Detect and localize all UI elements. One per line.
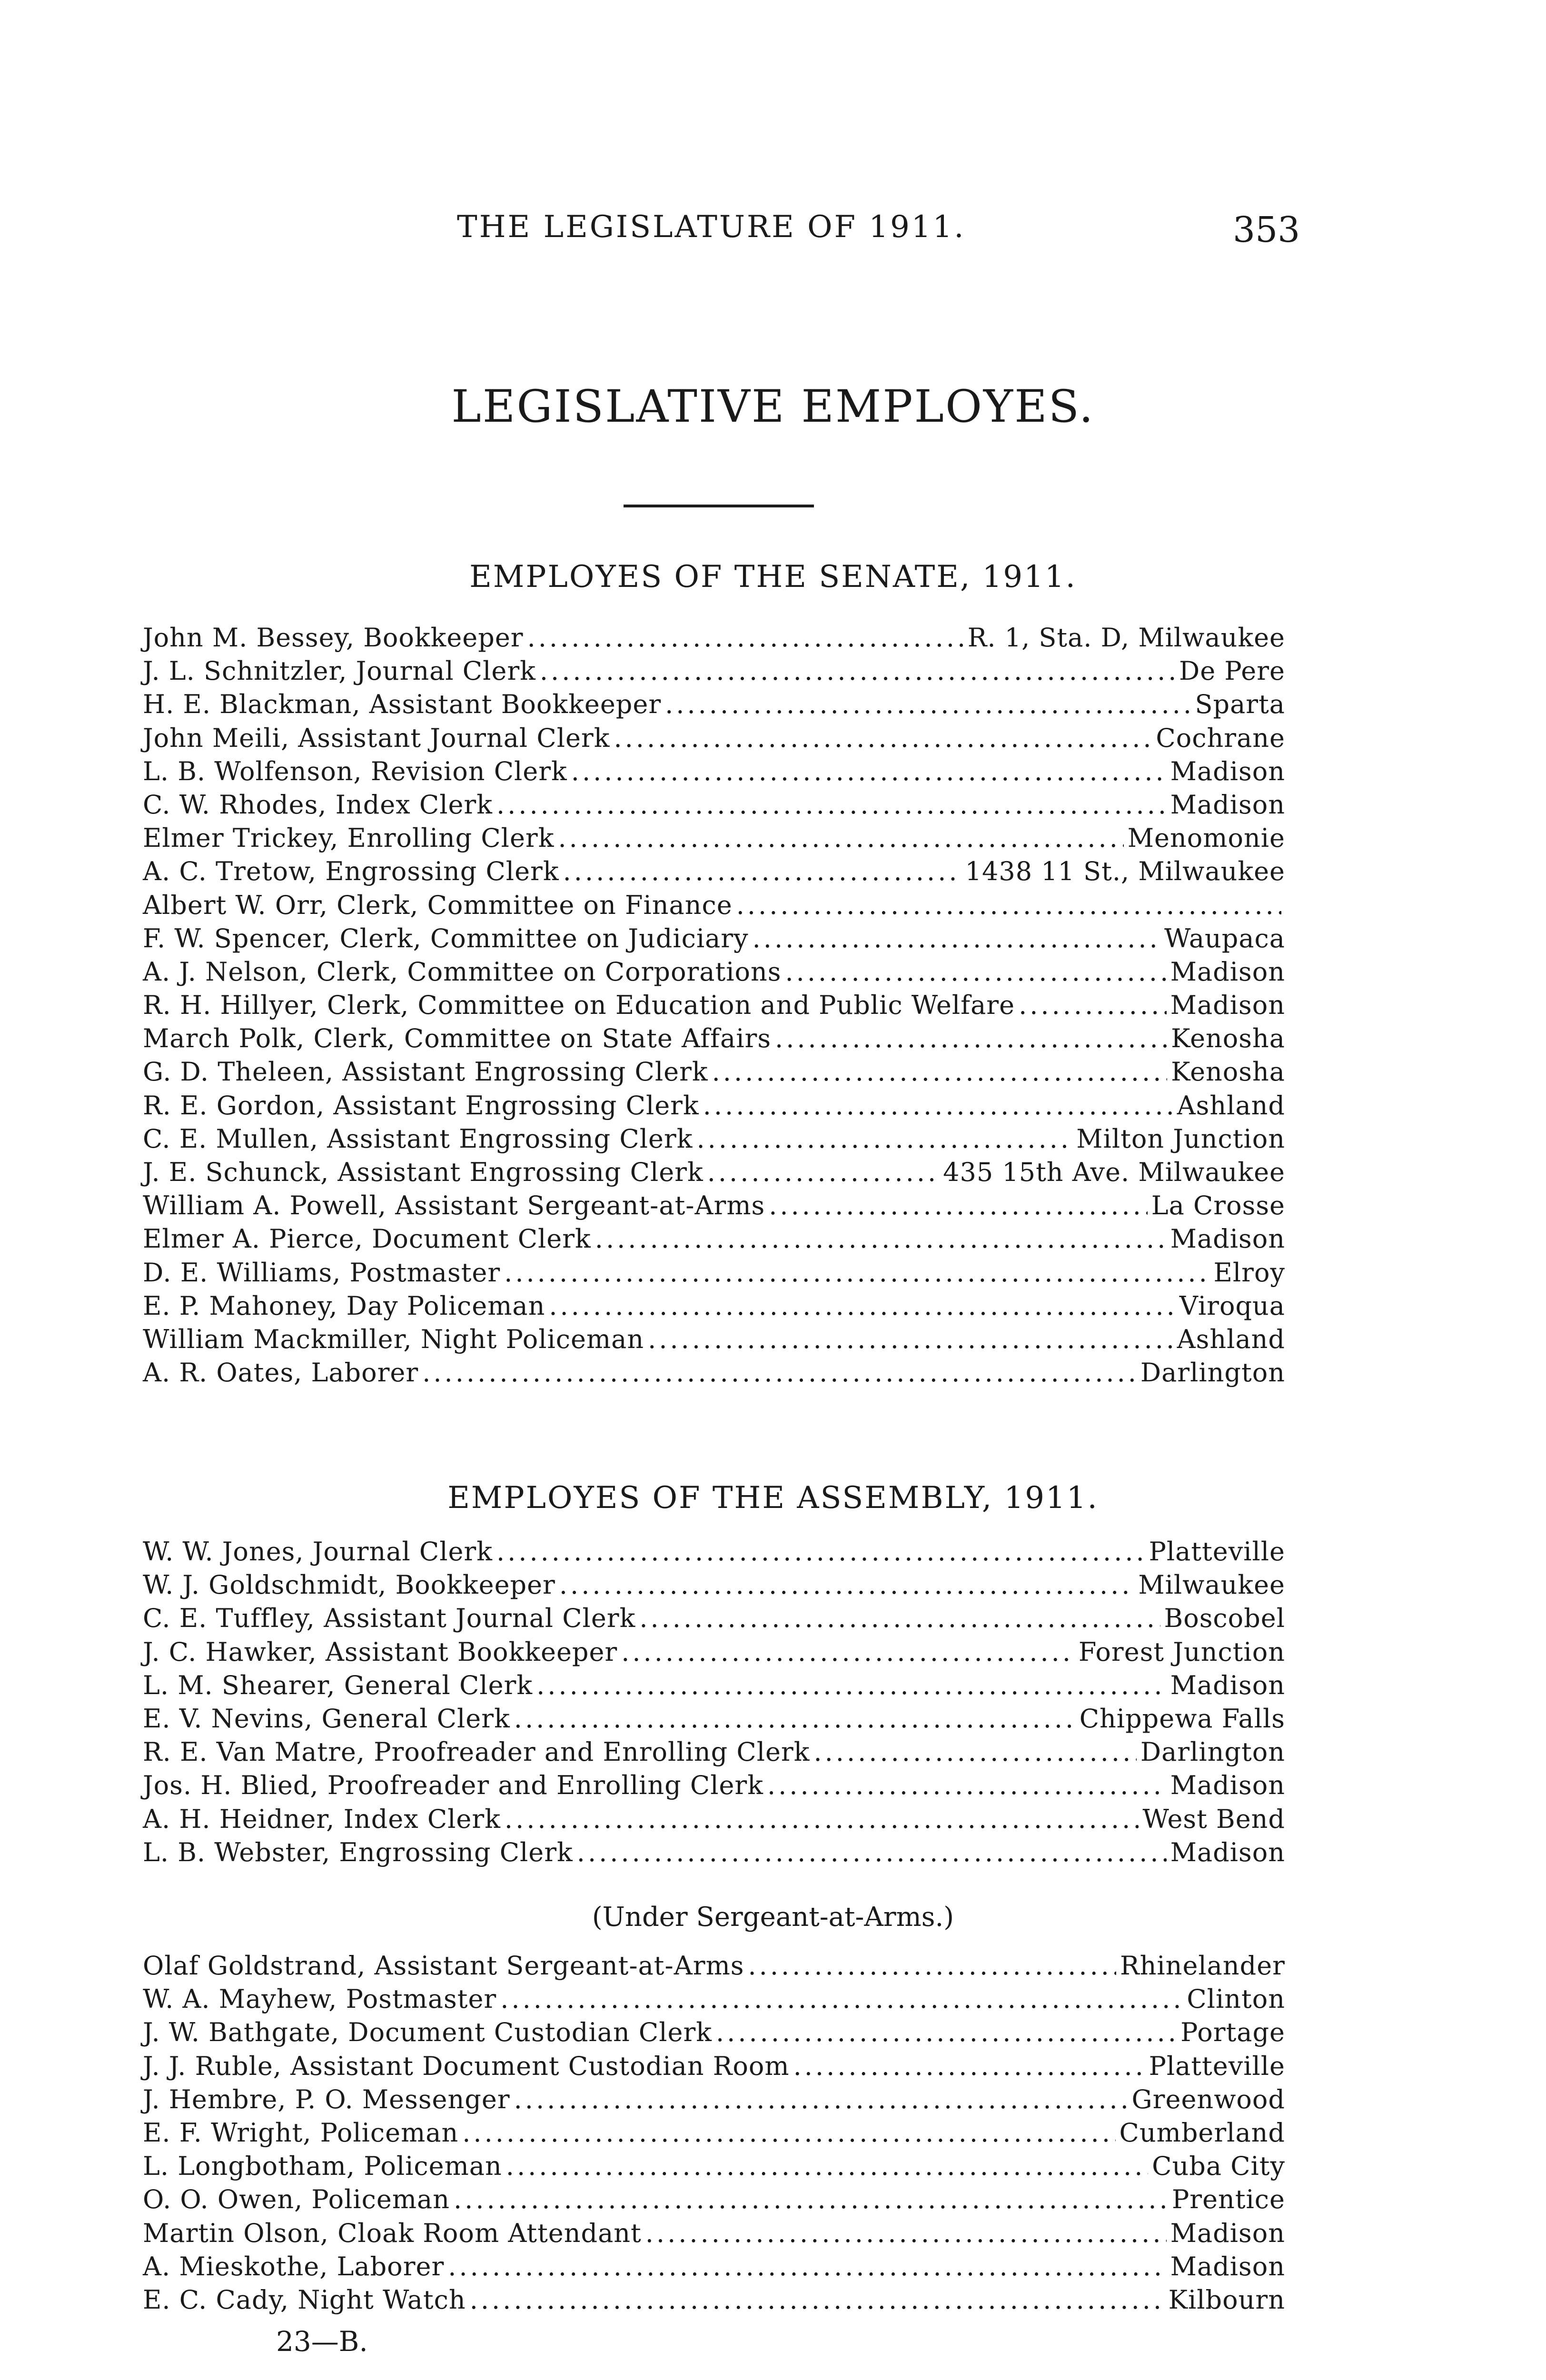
employee-name-title: J. E. Schunck, Assistant Engrossing Clerk [143, 1157, 704, 1187]
employee-name-title: John Meili, Assistant Journal Clerk [143, 723, 610, 753]
employee-name-title: Martin Olson, Cloak Room Attendant [143, 2218, 642, 2248]
employee-residence: Darlington [1140, 1358, 1285, 1388]
employee-residence: Madison [1170, 1224, 1285, 1254]
dot-leader [571, 755, 1167, 788]
employee-name-title: A. C. Tretow, Engrossing Clerk [143, 856, 559, 887]
dot-leader [470, 2283, 1165, 2317]
employee-name-title: Olaf Goldstrand, Assistant Sergeant-at-Arms [143, 1951, 744, 1981]
assembly-employee-list [143, 1535, 1285, 1869]
employee-row [143, 2183, 1285, 2216]
dot-leader [736, 889, 1281, 922]
employee-name-title: W. W. Jones, Journal Clerk [143, 1537, 493, 1567]
dot-leader [813, 1735, 1136, 1769]
employee-residence: Forest Junction [1078, 1636, 1285, 1667]
dot-leader [648, 1323, 1173, 1356]
employee-row [143, 1156, 1285, 1189]
employee-name-title: C. E. Mullen, Assistant Engrossing Clerk [143, 1123, 693, 1154]
employee-name-title: William Mackmiller, Night Policeman [143, 1324, 644, 1354]
employee-residence: Kilbourn [1168, 2284, 1285, 2315]
employee-name-title: William A. Powell, Assistant Sergeant-at-Arms [143, 1190, 765, 1221]
dot-leader [769, 1189, 1148, 1222]
employee-row [143, 1189, 1285, 1222]
employee-name-title: E. F. Wright, Policeman [143, 2117, 459, 2148]
dot-leader [712, 1055, 1168, 1089]
employee-row [143, 1949, 1285, 1983]
employee-residence: Prentice [1171, 2184, 1285, 2215]
employee-row [143, 1836, 1285, 1869]
employee-name-title: A. R. Oates, Laborer [143, 1358, 419, 1388]
employee-name-title: Elmer Trickey, Enrolling Clerk [143, 823, 555, 853]
employee-row [143, 855, 1285, 888]
employee-row [143, 2016, 1285, 2049]
dot-leader [707, 1156, 939, 1189]
employee-residence: Elroy [1213, 1257, 1285, 1288]
dot-leader [639, 1602, 1160, 1635]
employee-name-title: C. E. Tuffley, Assistant Journal Clerk [143, 1603, 636, 1634]
dot-leader [504, 1256, 1209, 1289]
employee-residence: Boscobel [1164, 1603, 1285, 1634]
dot-leader [753, 922, 1160, 955]
employee-row [143, 822, 1285, 855]
dot-leader [1019, 989, 1167, 1022]
employee-name-title: F. W. Spencer, Clerk, Committee on Judiciary [143, 923, 749, 953]
employee-row [143, 1089, 1285, 1122]
employee-residence: Clinton [1187, 1984, 1285, 2014]
dot-leader [559, 1568, 1134, 1602]
employee-row [143, 955, 1285, 989]
employee-row [143, 788, 1285, 822]
employee-residence: Madison [1170, 789, 1285, 820]
employee-residence: La Crosse [1151, 1190, 1285, 1221]
employee-row [143, 989, 1285, 1022]
sergeant-employee-list [143, 1949, 1285, 2317]
dot-leader [422, 1356, 1137, 1389]
employee-name-title: L. Longbotham, Policeman [143, 2151, 502, 2182]
employee-residence: Madison [1170, 990, 1285, 1021]
employee-name-title: J. Hembre, P. O. Messenger [143, 2084, 510, 2114]
employee-name-title: G. D. Theleen, Assistant Engrossing Clerk [143, 1057, 708, 1087]
employee-residence: Cochrane [1156, 723, 1285, 753]
employee-row [143, 2283, 1285, 2317]
employee-residence: Viroqua [1179, 1290, 1285, 1321]
employee-name-title: O. O. Owen, Policeman [143, 2184, 450, 2215]
employee-name-title: E. V. Nevins, General Clerk [143, 1703, 510, 1734]
employee-row [143, 2116, 1285, 2150]
employee-residence: De Pere [1179, 656, 1285, 686]
employee-residence: Rhinelander [1120, 1951, 1285, 1981]
employee-row [143, 1702, 1285, 1735]
employee-residence: Greenwood [1131, 2084, 1285, 2114]
dot-leader [505, 1803, 1139, 1836]
employee-row [143, 755, 1285, 788]
employee-residence: Ashland [1177, 1324, 1285, 1354]
senate-heading: EMPLOYES OF THE SENATE, 1911. [469, 559, 1077, 595]
employee-row [143, 1803, 1285, 1836]
dot-leader [506, 2150, 1148, 2183]
page-title: LEGISLATIVE EMPLOYES. [451, 381, 1095, 433]
dot-leader [563, 855, 961, 888]
dot-leader [775, 1022, 1167, 1055]
dot-leader [540, 654, 1175, 688]
dot-leader [448, 2250, 1166, 2283]
employee-row [143, 1055, 1285, 1089]
employee-name-title: March Polk, Clerk, Committee on State Affairs [143, 1023, 772, 1054]
employee-row [143, 621, 1285, 654]
employee-name-title: J. J. Ruble, Assistant Document Custodian Room [143, 2051, 790, 2081]
employee-residence: Platteville [1149, 2051, 1285, 2081]
employee-row [143, 1602, 1285, 1635]
employee-row [143, 1323, 1285, 1356]
employee-row [143, 1289, 1285, 1323]
dot-leader [793, 2050, 1145, 2083]
employee-row [143, 2150, 1285, 2183]
employee-residence: 1438 11 St., Milwaukee [965, 856, 1285, 887]
employee-residence: West Bend [1142, 1804, 1285, 1834]
employee-name-title: J. W. Bathgate, Document Custodian Clerk [143, 2017, 712, 2048]
employee-row [143, 2217, 1285, 2250]
employee-row [143, 1769, 1285, 1802]
dot-leader [703, 1089, 1173, 1122]
employee-row [143, 2250, 1285, 2283]
employee-residence: Madison [1170, 956, 1285, 987]
dot-leader [496, 1535, 1145, 1568]
employee-row [143, 722, 1285, 755]
dot-leader [454, 2183, 1168, 2216]
employee-residence: R. 1, Sta. D, Milwaukee [967, 623, 1285, 653]
employee-name-title: R. E. Van Matre, Proofreader and Enrolling Clerk [143, 1737, 810, 1767]
employee-name-title: R. E. Gordon, Assistant Engrossing Clerk [143, 1090, 699, 1121]
dot-leader [500, 1983, 1183, 2016]
employee-name-title: A. J. Nelson, Clerk, Committee on Corporations [143, 956, 782, 987]
dot-leader [665, 688, 1191, 721]
employee-residence: Madison [1170, 756, 1285, 786]
running-head: THE LEGISLATURE OF 1911. [457, 209, 966, 245]
employee-residence: Madison [1170, 2251, 1285, 2281]
employee-residence: Sparta [1195, 689, 1285, 720]
employee-name-title: W. A. Mayhew, Postmaster [143, 1984, 497, 2014]
employee-residence: Cuba City [1152, 2151, 1285, 2182]
employee-row [143, 889, 1285, 922]
employee-name-title: L. M. Shearer, General Clerk [143, 1670, 533, 1700]
employee-name-title: John M. Bessey, Bookkeeper [143, 623, 524, 653]
employee-name-title: D. E. Williams, Postmaster [143, 1257, 501, 1288]
dot-leader [696, 1122, 1072, 1156]
dot-leader [645, 2217, 1167, 2250]
employee-row [143, 1535, 1285, 1568]
employee-name-title: W. J. Goldschmidt, Bookkeeper [143, 1570, 555, 1600]
dot-leader [558, 822, 1123, 855]
employee-name-title: Elmer A. Pierce, Document Clerk [143, 1224, 591, 1254]
dot-leader [785, 955, 1166, 989]
employee-row [143, 1256, 1285, 1289]
employee-row [143, 1122, 1285, 1156]
employee-row [143, 654, 1285, 688]
employee-row [143, 2050, 1285, 2083]
employee-name-title: A. Mieskothe, Laborer [143, 2251, 445, 2281]
dot-leader [536, 1669, 1167, 1702]
employee-name-title: E. C. Cady, Night Watch [143, 2284, 466, 2315]
employee-row [143, 2083, 1285, 2116]
employee-residence: Platteville [1149, 1537, 1285, 1567]
employee-row [143, 1568, 1285, 1602]
employee-residence: Milwaukee [1138, 1570, 1285, 1600]
dot-leader [614, 722, 1152, 755]
employee-residence: Kenosha [1171, 1023, 1285, 1054]
employee-residence: Kenosha [1171, 1057, 1285, 1087]
employee-residence: Waupaca [1164, 923, 1285, 953]
employee-row [143, 1669, 1285, 1702]
employee-residence: Ashland [1177, 1090, 1285, 1121]
employee-residence: Cumberland [1119, 2117, 1285, 2148]
dot-leader [462, 2116, 1115, 2150]
employee-row [143, 1735, 1285, 1769]
dot-leader [527, 621, 964, 654]
dot-leader [496, 788, 1167, 822]
employee-row [143, 1983, 1285, 2016]
employee-name-title: A. H. Heidner, Index Clerk [143, 1804, 501, 1834]
employee-name-title: L. B. Wolfenson, Revision Clerk [143, 756, 567, 786]
employee-row [143, 688, 1285, 721]
dot-leader [716, 2016, 1177, 2049]
senate-employee-list [143, 621, 1285, 1389]
employee-residence: Darlington [1140, 1737, 1285, 1767]
employee-row [143, 1356, 1285, 1389]
employee-residence: Madison [1170, 1770, 1285, 1801]
employee-name-title: H. E. Blackman, Assistant Bookkeeper [143, 689, 662, 720]
employee-name-title: E. P. Mahoney, Day Policeman [143, 1290, 545, 1321]
page-number: 353 [1233, 209, 1300, 250]
dot-leader [595, 1222, 1167, 1256]
dot-leader [514, 1702, 1076, 1735]
employee-residence: Menomonie [1127, 823, 1285, 853]
employee-residence: 435 15th Ave. Milwaukee [943, 1157, 1285, 1187]
signature-mark: 23—B. [276, 2325, 368, 2358]
employee-name-title: R. H. Hillyer, Clerk, Committee on Education and Public Welfare [143, 990, 1015, 1021]
sergeant-subheading: (Under Sergeant-at-Arms.) [592, 1902, 954, 1933]
employee-name-title: L. B. Webster, Engrossing Clerk [143, 1837, 573, 1867]
employee-residence: Madison [1170, 2218, 1285, 2248]
dot-leader [748, 1949, 1116, 1983]
employee-name-title: Jos. H. Blied, Proofreader and Enrolling Clerk [143, 1770, 763, 1801]
assembly-heading: EMPLOYES OF THE ASSEMBLY, 1911. [447, 1480, 1099, 1516]
employee-name-title: C. W. Rhodes, Index Clerk [143, 789, 493, 820]
employee-residence: Portage [1180, 2017, 1285, 2048]
dot-leader [577, 1836, 1167, 1869]
employee-name-title: J. C. Hawker, Assistant Bookkeeper [143, 1636, 618, 1667]
employee-row [143, 922, 1285, 955]
dot-leader [549, 1289, 1175, 1323]
employee-residence: Chippewa Falls [1079, 1703, 1285, 1734]
employee-residence: Madison [1170, 1670, 1285, 1700]
employee-residence: Milton Junction [1076, 1123, 1285, 1154]
employee-row [143, 1222, 1285, 1256]
employee-name-title: J. L. Schnitzler, Journal Clerk [143, 656, 536, 686]
dot-leader [621, 1636, 1075, 1669]
title-divider [624, 505, 814, 507]
employee-name-title: Albert W. Orr, Clerk, Committee on Finance [143, 890, 733, 920]
employee-row [143, 1636, 1285, 1669]
employee-row [143, 1022, 1285, 1055]
dot-leader [514, 2083, 1128, 2116]
dot-leader [767, 1769, 1167, 1802]
employee-residence: Madison [1170, 1837, 1285, 1867]
